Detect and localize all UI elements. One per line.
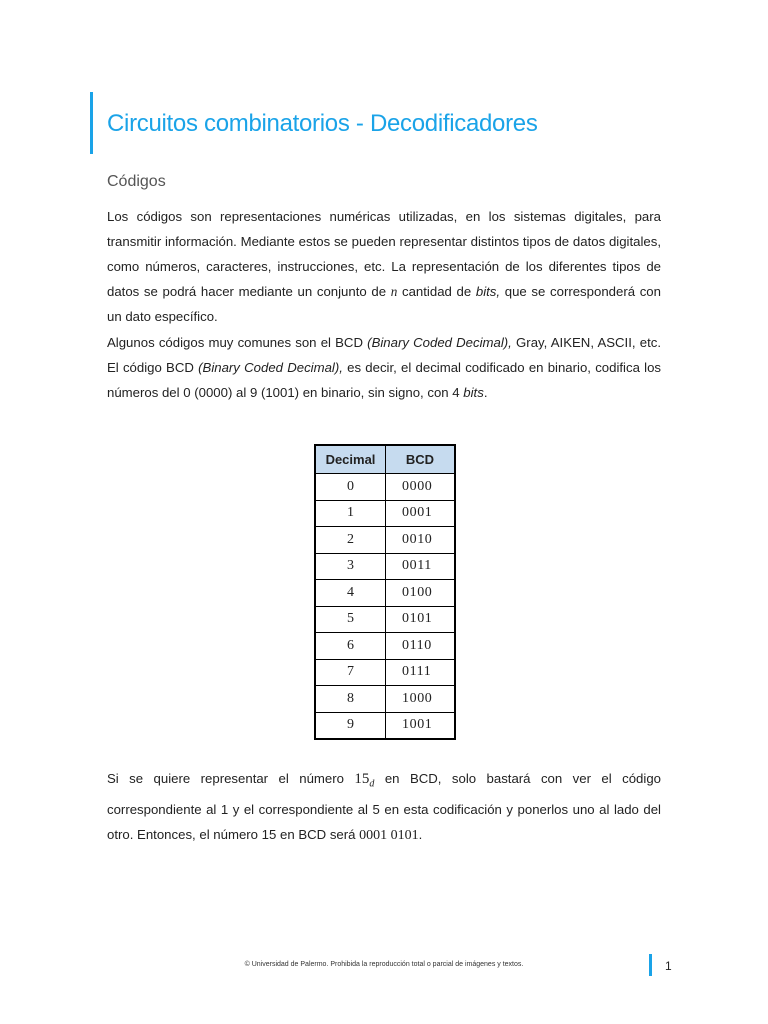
bcd-cell: 0001: [386, 500, 456, 527]
bcd-cell: 0101: [386, 606, 456, 633]
decimal-cell: 9: [315, 712, 386, 739]
emphasis: bits,: [475, 284, 501, 299]
bcd-cell: 0011: [386, 553, 456, 580]
text: Gray, AIKEN, ASCII, etc. El código BCD: [107, 335, 661, 375]
decimal-cell: 3: [315, 553, 386, 580]
text: Si se quiere representar el número: [107, 771, 355, 786]
footer-accent-bar: [649, 954, 652, 976]
table-row: [315, 553, 455, 580]
paragraph-codes-intro: [107, 204, 661, 329]
decimal-cell: 6: [315, 633, 386, 660]
decimal-cell: 8: [315, 686, 386, 713]
decimal-cell: 2: [315, 527, 386, 554]
paragraph-bcd-example: [107, 766, 661, 848]
footer-copyright: © Universidad de Palermo. Prohibida la reproducción total o parcial de imágenes y textos.: [244, 961, 524, 968]
text: Algunos códigos muy comunes son el BCD: [107, 335, 368, 350]
table-row: [315, 474, 455, 501]
emphasis: bits: [463, 385, 484, 400]
paragraph-bcd-intro: [107, 330, 661, 405]
decimal-cell: 0: [315, 474, 386, 501]
math-variable: n: [390, 284, 398, 299]
emphasis: (Binary Coded Decimal),: [198, 360, 343, 375]
text: Los códigos son representaciones numéricas utilizadas, en los sistemas digitales, para transmitir información. Mediante estos se pueden representar distintos tipos de datos digitales, como números, caracteres, instrucciones, etc. La representación de los diferentes tipos de datos se podrá hacer mediante un conjunto de: [107, 209, 661, 299]
title-accent-bar: [90, 92, 93, 154]
table-row: [315, 633, 455, 660]
text: que se corresponderá con un dato específico.: [107, 284, 661, 324]
math-subscript: d: [369, 778, 375, 790]
bcd-cell: 0000: [386, 474, 456, 501]
section-heading: Códigos: [107, 173, 166, 190]
bcd-table: [314, 444, 456, 740]
bcd-cell: 0110: [386, 633, 456, 660]
table-row: [315, 659, 455, 686]
decimal-cell: 4: [315, 580, 386, 607]
table-row: [315, 606, 455, 633]
math-result: 0001 0101: [359, 827, 419, 843]
page-number: 1: [665, 959, 672, 973]
table-row: [315, 580, 455, 607]
bcd-cell: 0100: [386, 580, 456, 607]
text: .: [483, 385, 488, 400]
text: en BCD, solo bastará con ver el código correspondiente al 1 y el correspondiente al 5 en esta codificación y ponerlos uno al lado del otro. Entonces, el número 15 en BCD será: [107, 771, 661, 842]
text: cantidad de: [397, 284, 476, 299]
table-row: [315, 500, 455, 527]
bcd-cell: 0010: [386, 527, 456, 554]
bcd-cell: 1001: [386, 712, 456, 739]
bcd-cell: 1000: [386, 686, 456, 713]
table-row: [315, 686, 455, 713]
table-row: [315, 712, 455, 739]
column-header-bcd: BCD: [386, 445, 456, 474]
table-header-row: [315, 445, 455, 474]
decimal-cell: 5: [315, 606, 386, 633]
emphasis: (Binary Coded Decimal),: [367, 335, 512, 350]
text: .: [418, 826, 423, 842]
column-header-decimal: Decimal: [315, 445, 386, 474]
math-number: 15: [354, 771, 370, 787]
decimal-cell: 1: [315, 500, 386, 527]
bcd-cell: 0111: [386, 659, 456, 686]
text: es decir, el decimal codificado en binario, codifica los números del 0 (0000) al 9 (1001) en binario, sin signo, con 4: [107, 360, 661, 400]
table-row: [315, 527, 455, 554]
page-title: Circuitos combinatorios - Decodificadores: [107, 110, 538, 137]
decimal-cell: 7: [315, 659, 386, 686]
